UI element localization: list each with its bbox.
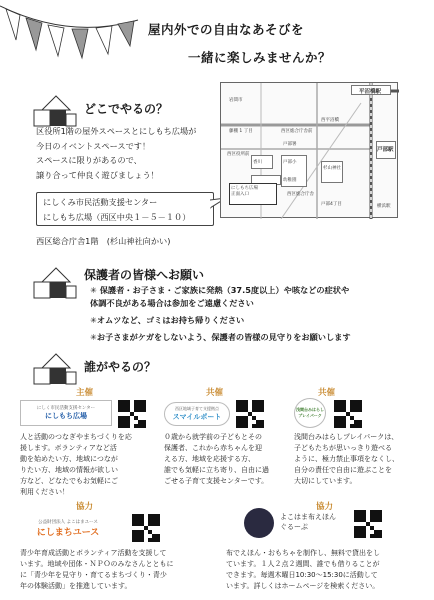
notice-item: ✳お子さまがケガをしないよう、保護者の皆様の見守りをお願いします	[90, 332, 351, 342]
org-description: 布でえほん・おもちゃを制作し、無料で貸出をし ています。１人２点２週間、誰でも借りることが できます。毎週木曜日10:30～15:30に活動して います。詳しくはホームページを検索ください。	[226, 549, 380, 590]
map-label: 岩間市	[229, 98, 243, 103]
map-label: 杉山神社	[323, 166, 341, 171]
map-label: 藤棚 1 丁目	[229, 129, 253, 134]
qr-code-icon	[132, 514, 160, 542]
org-description: 浅間台みはらしプレイパークは、 子どもたちが思いっきり遊べる ように、極力禁止事項をなくし、 自分の責任で自由に遊ぶことを 大切にしています。	[294, 433, 399, 485]
org-description: ０歳から就学前の子どもとその 保護者、これから赤ちゃんを迎 える方、地域を応援する方、 誰でも気軽に立ち寄り、自由に過 ごせる子育て支援センターです。	[164, 433, 269, 485]
org-role: 共催	[206, 388, 224, 398]
map-label: 戸部4丁目	[321, 202, 342, 207]
org-description: 人と活動のつなぎやまちづくりを応 援します。ボランティアなど活 動を始めたい方、地域につなが りたい方、地域の情報が欲しい 方など、どなたでもお気軽にご 利用ください！	[20, 433, 132, 496]
org-logo	[164, 402, 230, 426]
bunting-decoration	[0, 0, 140, 70]
map-station-hiranuma: 平沼橋駅	[359, 89, 382, 95]
qr-code-icon	[118, 400, 146, 428]
map-label: 西区総合庁舎前	[281, 129, 313, 134]
org-logo-text: にしもち広場	[45, 412, 87, 420]
org-description: 青少年育成活動とボランティア活動を支援して います。地域や団体・ＮＰＯのみなさんとともに に「青少年を見守り・育てるまちづくり・青少 年の体験活動」を推進しています。	[20, 549, 174, 590]
org-logo	[20, 514, 116, 542]
org-role: 協力	[316, 502, 334, 512]
org-logo: 浅間台みはらし プレイパーク	[294, 398, 326, 428]
org-logo-icon	[244, 508, 274, 538]
qr-code-icon	[334, 400, 362, 428]
map-label: 西平沼橋	[321, 118, 339, 123]
location-bubble: にしくみ市民活動支援センター にしもち広場（西区中央１－５－１０）	[36, 192, 214, 226]
map-label: 戸部署	[283, 142, 297, 147]
qr-code-icon	[236, 400, 264, 428]
org-logo-sub: 公益財団法人 よこはまユース	[38, 519, 98, 525]
location-map	[220, 82, 398, 218]
notice-item: 体調不良がある場合は参加をご遠慮ください	[90, 298, 254, 308]
org-logo	[20, 400, 112, 426]
map-label: 西区役所前	[227, 152, 250, 157]
headline-line1: 屋内外での自由なあそびを	[148, 22, 305, 37]
building-blocks-icon	[30, 344, 80, 388]
where-body: 区役所1階の屋外スペースとにしもち広場が 今日のイベントスペースです！ スペースに限りがあるので、 譲り合って仲良く遊びましょう！	[36, 126, 197, 180]
qr-code-icon	[354, 510, 382, 538]
org-role: 共催	[318, 388, 336, 398]
notice-item: ✳ 保護者・お子さま・ご家族に発熱（37.5度以上）や咳などの症状や	[90, 285, 350, 295]
map-station-tobe: 戸部駅	[377, 147, 394, 153]
headline-line2: 一緒に楽しみませんか？	[188, 50, 332, 65]
map-label-nishimochi: にしもち広場 正面入口	[231, 186, 258, 197]
org-logo-text: スマイルポート	[172, 413, 222, 421]
section-title-who: 誰がやるの？	[84, 360, 157, 374]
map-label: 西区総合庁舎	[287, 192, 314, 197]
section-title-notice: 保護者の皆様へお願い	[84, 268, 205, 282]
org-logo-text: よこはま布えほん ぐるーぷ	[280, 513, 336, 531]
org-role: 主催	[76, 388, 94, 398]
map-label: 戸部小	[283, 160, 297, 165]
map-label: 幼稚園	[283, 178, 297, 183]
section-title-where: どこでやるの？	[84, 102, 169, 116]
building-blocks-icon	[30, 258, 80, 302]
org-role: 協力	[76, 502, 94, 512]
map-label: 横浜駅	[377, 204, 391, 209]
org-logo-sub: 西区地域子育て支援拠点	[175, 406, 219, 411]
org-logo-sub: にしく市民活動支援センター	[36, 406, 96, 411]
where-address: 西区総合庁舎1階 (杉山神社向かい)	[36, 236, 171, 246]
map-label: 香川	[253, 160, 262, 165]
org-logo-text: にしまちユース	[36, 527, 100, 538]
notice-item: ✳オムツなど、ゴミはお持ち帰りください	[90, 315, 245, 325]
